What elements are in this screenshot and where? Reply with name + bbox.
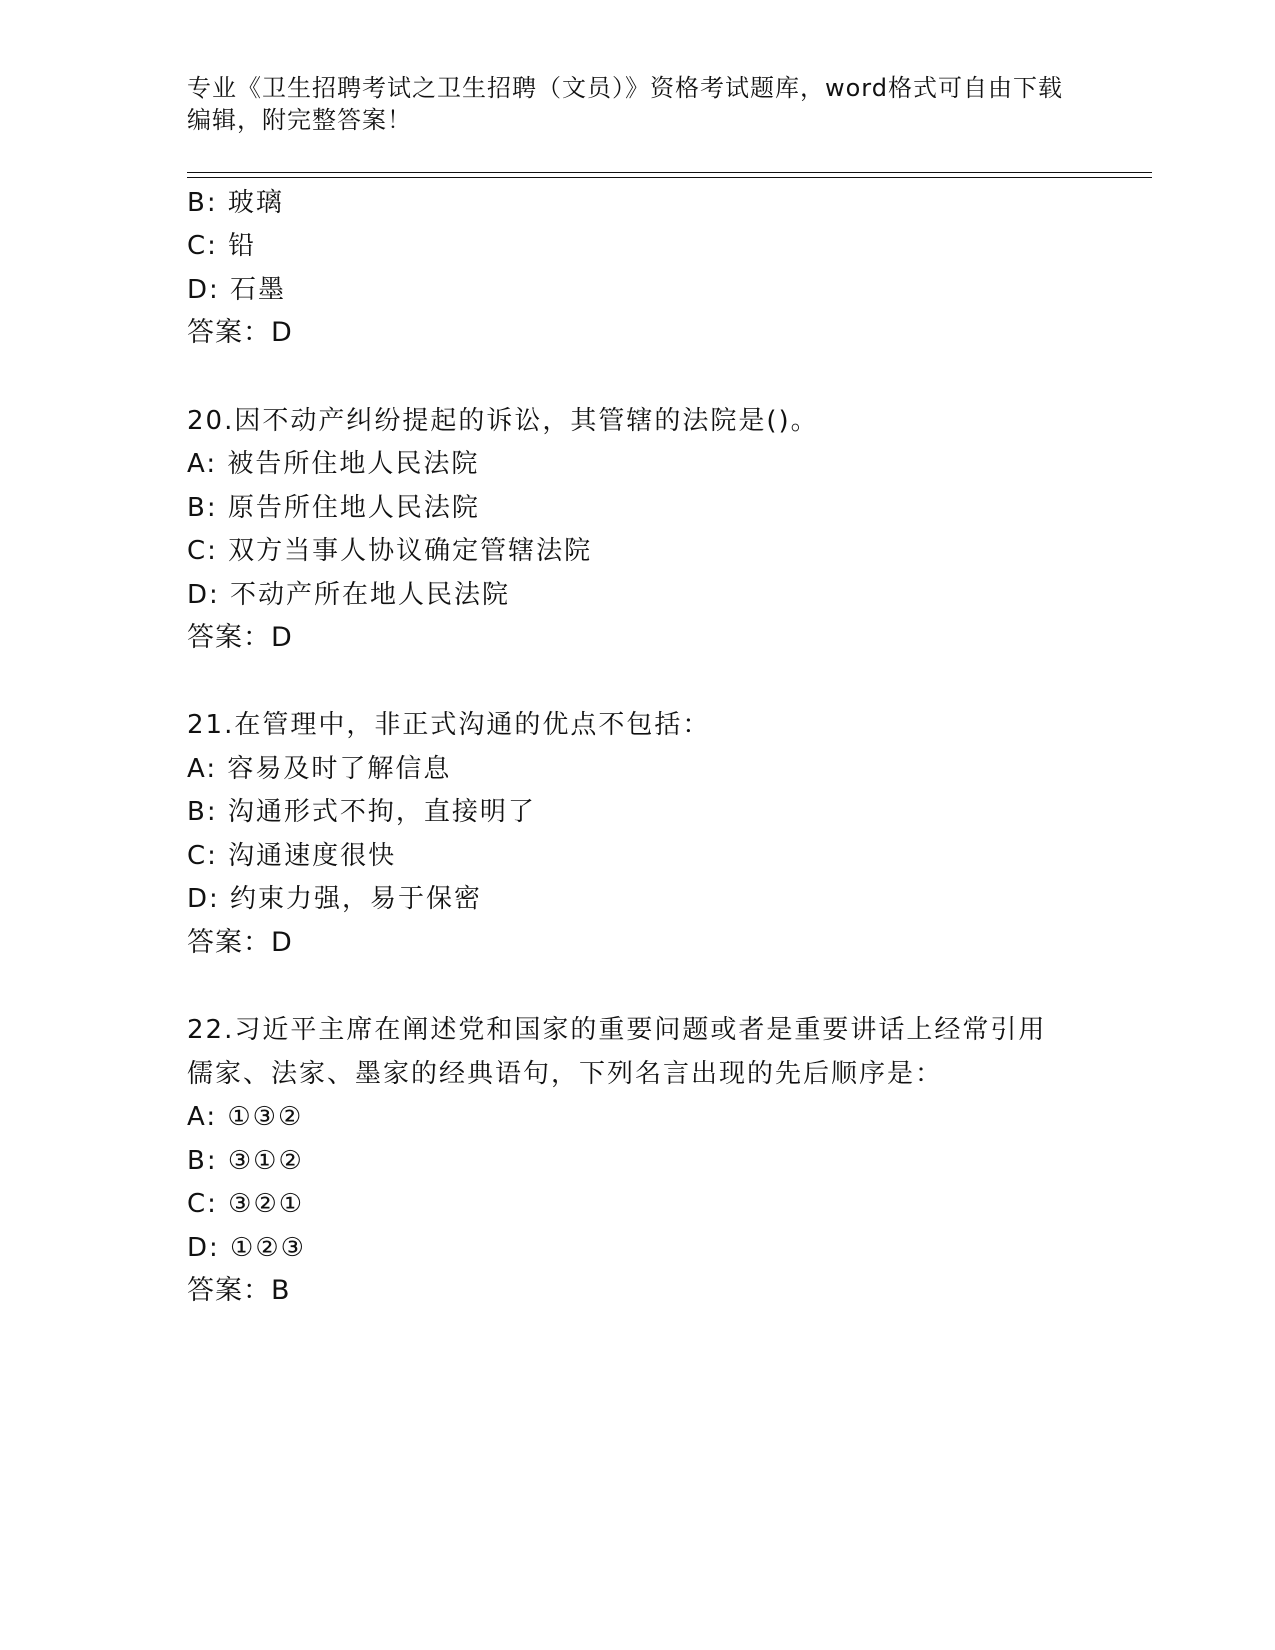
q20-question: 20.因不动产纠纷提起的诉讼，其管辖的法院是()。 [187,406,819,436]
q22-option-b: B: ③①② [187,1146,304,1176]
header-rule-bottom [187,177,1152,178]
q19-option-b: B: 玻璃 [187,188,284,218]
q22-option-d: D: ①②③ [187,1233,306,1263]
q21-question: 21.在管理中，非正式沟通的优点不包括： [187,710,711,740]
q21-option-b: B: 沟通形式不拘，直接明了 [187,797,536,827]
q20-option-c: C: 双方当事人协议确定管辖法院 [187,536,593,566]
header-line-2: 编辑，附完整答案！ [187,106,412,134]
q20-answer: 答案：D [187,622,293,653]
q22-question-line-2: 儒家、法家、墨家的经典语句，下列名言出现的先后顺序是： [187,1059,944,1089]
header-rule-top [187,172,1152,173]
q21-option-a: A: 容易及时了解信息 [187,754,452,784]
q21-option-c: C: 沟通速度很快 [187,841,397,871]
q21-answer: 答案：D [187,927,293,958]
document-header [187,72,1087,136]
q22-option-c: C: ③②① [187,1189,305,1219]
q20-option-b: B: 原告所住地人民法院 [187,493,480,523]
q20-option-a: A: 被告所住地人民法院 [187,449,480,479]
q21-option-d: D: 约束力强，易于保密 [187,884,483,914]
q19-option-d: D: 石墨 [187,275,287,305]
q22-question-line-1: 22.习近平主席在阐述党和国家的重要问题或者是重要讲话上经常引用 [187,1015,1047,1045]
q19-option-c: C: 铅 [187,231,257,261]
q22-answer: 答案：B [187,1275,291,1306]
q22-option-a: A: ①③② [187,1102,304,1132]
header-line-1: 专业《卫生招聘考试之卫生招聘（文员）》资格考试题库，word格式可自由下载 [187,74,1063,102]
q20-option-d: D: 不动产所在地人民法院 [187,580,511,610]
q19-answer: 答案：D [187,317,293,348]
